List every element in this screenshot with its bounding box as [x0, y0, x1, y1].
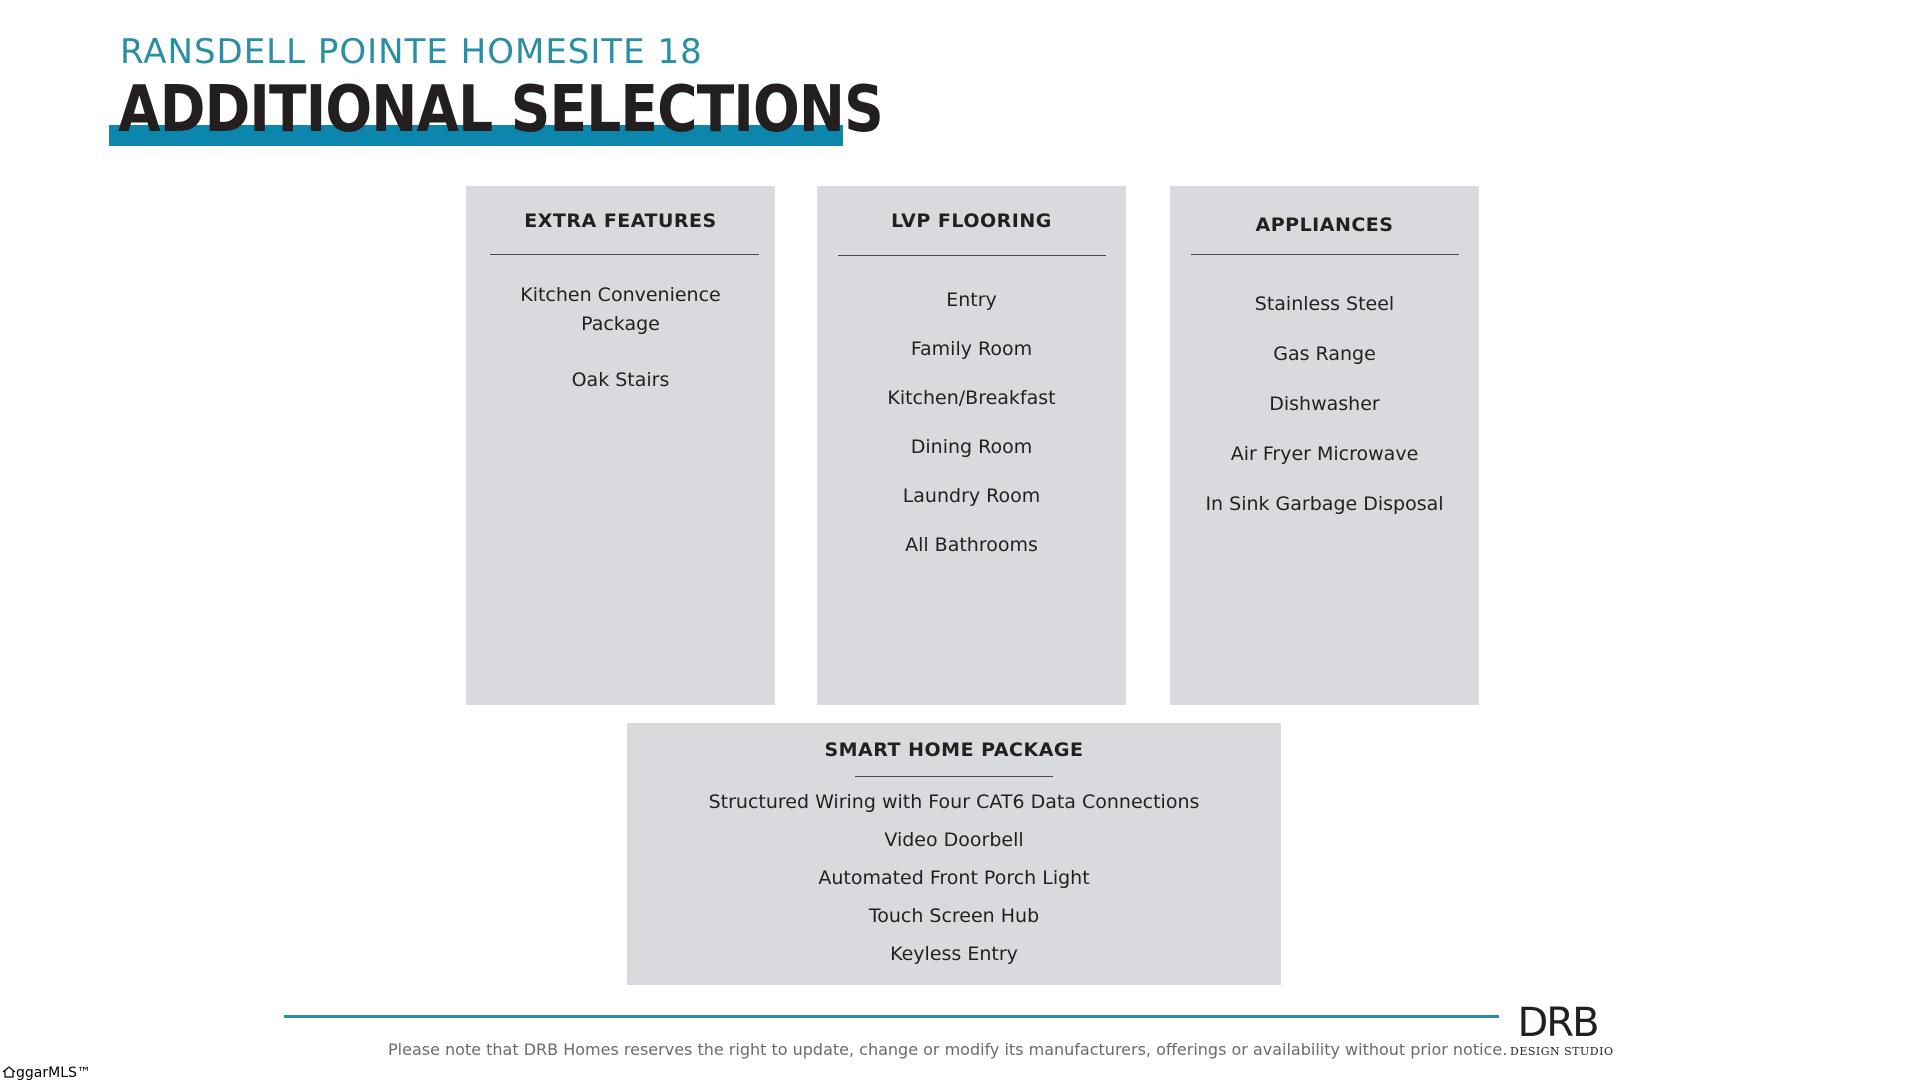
disclaimer-note: Please note that DRB Homes reserves the right to update, change or modify its manufacturers, offerings or availability without prior notice. — [388, 1040, 1508, 1059]
list-item: Family Room — [910, 338, 1033, 360]
list-item: Gas Range — [1273, 343, 1376, 365]
lvp-flooring-panel — [817, 186, 1126, 705]
list-item: Entry — [946, 289, 997, 311]
drb-logo-mark: DRB — [1517, 1000, 1598, 1046]
appliances-panel — [1170, 186, 1479, 705]
list-item: Stainless Steel — [1254, 293, 1395, 315]
list-item: Touch Screen Hub — [868, 905, 1040, 927]
extra-features-panel — [466, 186, 775, 705]
list-item: Keyless Entry — [890, 943, 1018, 965]
extra-features-heading: EXTRA FEATURES — [524, 210, 717, 232]
list-item: Oak Stairs — [571, 369, 670, 391]
lvp-flooring-divider — [838, 255, 1106, 256]
list-item: Dishwasher — [1269, 393, 1380, 415]
list-item: Dining Room — [910, 436, 1033, 458]
list-item: Structured Wiring with Four CAT6 Data Connections — [708, 791, 1200, 813]
drb-logo-subtitle: DESIGN STUDIO — [1510, 1045, 1614, 1058]
footer-divider — [284, 1015, 1499, 1018]
list-item: Package — [581, 313, 660, 335]
appliances-heading: APPLIANCES — [1255, 214, 1394, 236]
mls-watermark — [2, 1065, 91, 1080]
extra-features-divider — [490, 254, 759, 255]
list-item: Air Fryer Microwave — [1230, 443, 1419, 465]
drb-logo — [1510, 1000, 1614, 1058]
list-item: Automated Front Porch Light — [818, 867, 1090, 889]
list-item: Kitchen Convenience — [520, 284, 721, 306]
lvp-flooring-heading: LVP FLOORING — [891, 210, 1052, 232]
smart-home-divider — [855, 776, 1053, 777]
page-title: ADDITIONAL SELECTIONS — [118, 73, 883, 147]
list-item: Kitchen/Breakfast — [887, 387, 1056, 409]
smart-home-heading: SMART HOME PACKAGE — [824, 739, 1084, 761]
list-item: Laundry Room — [902, 485, 1041, 507]
list-item: In Sink Garbage Disposal — [1205, 493, 1444, 515]
list-item: All Bathrooms — [905, 534, 1038, 556]
mls-label: ggarMLS™ — [16, 1065, 91, 1080]
house-icon — [2, 1066, 16, 1078]
page-subtitle: RANSDELL POINTE HOMESITE 18 — [120, 32, 703, 72]
appliances-divider — [1191, 254, 1459, 255]
list-item: Video Doorbell — [884, 829, 1024, 851]
smart-home-panel — [627, 723, 1281, 985]
